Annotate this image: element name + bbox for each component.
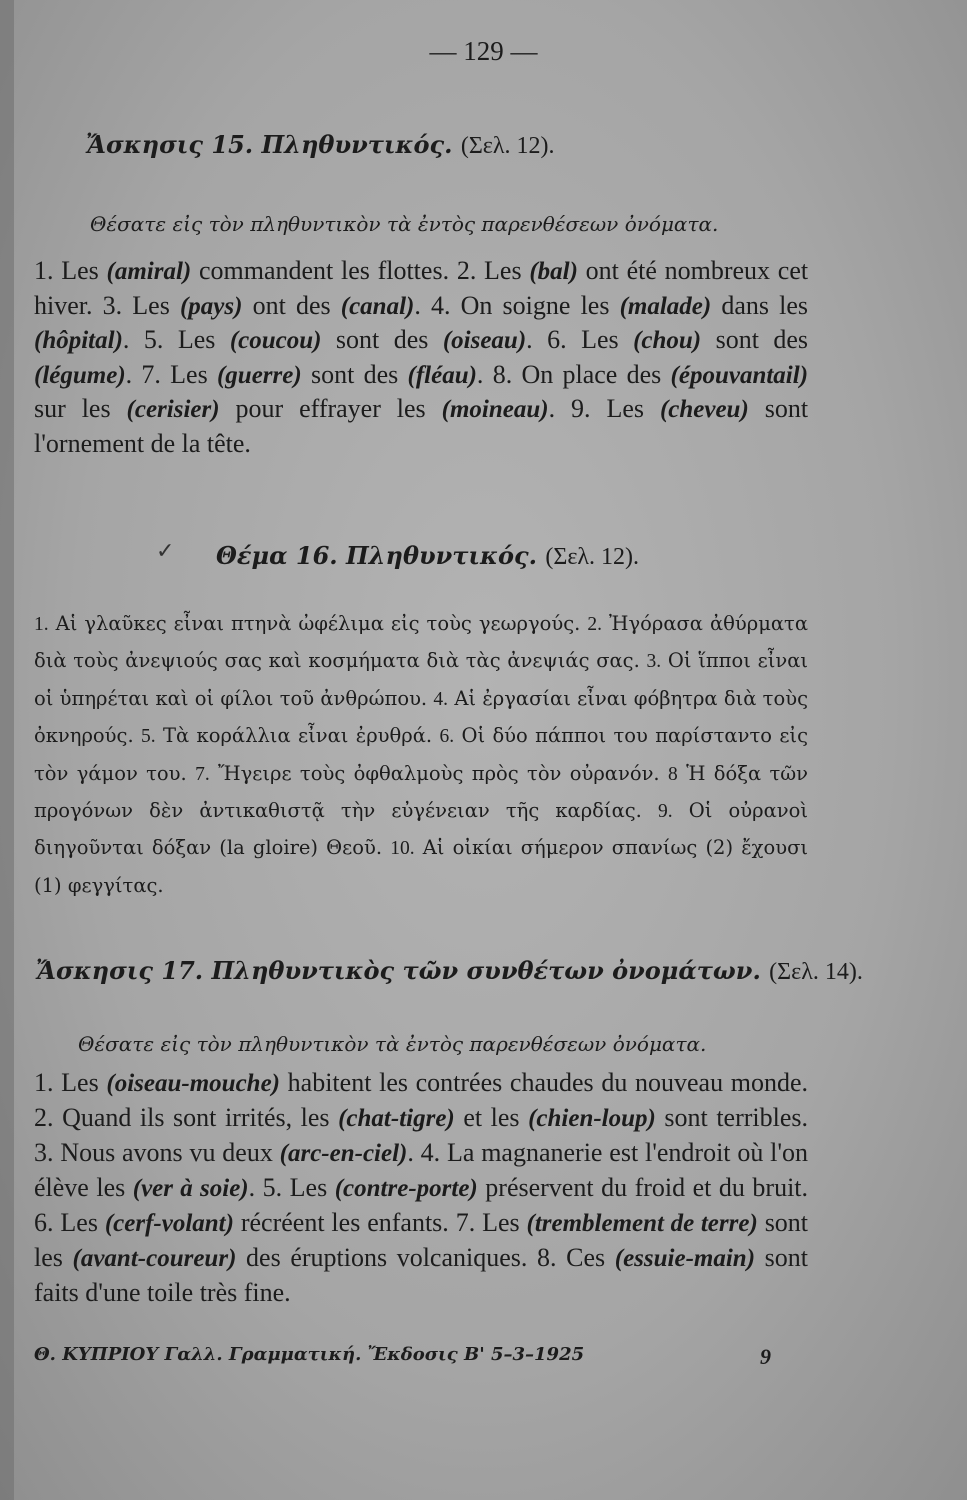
ex17-item-6: 6. Les (cerf-volant) récréent les enfants. — [34, 1208, 449, 1237]
ex17-item-5: 5. Les (contre-porte) préservent du froid et du bruit. — [262, 1173, 809, 1202]
ex16-sentence-3: 3. Οἱ ἵπποι εἶναι οἱ ὑπηρέται καὶ οἱ φίλοι τοῦ ἀνθρώπου. — [34, 649, 809, 710]
ex16-sentence-7: 7. Ἤγειρε τοὺς ὀφθαλμοὺς πρὸς τὸν οὐρανόν. — [195, 761, 660, 785]
footer-text: Θ. ΚΥΠΡΙΟΥ Γαλλ. Γραμματική. Ἔκδοσις Β' 5–3–1925 — [34, 1344, 585, 1365]
exercise-17-heading — [36, 956, 863, 986]
ex16-sentence-2: 2. Ἠγόρασα ἀθύρματα διὰ τοὺς ἀνεψιούς σας καὶ κοσμήματα διὰ τὰς ἀνεψιάς σας. — [34, 612, 808, 673]
theme-16-title: Θέμα 16. Πληθυντικός. — [216, 541, 537, 570]
ex15-item-5: 5. Les (coucou) sont des (oiseau). — [143, 325, 533, 355]
exercise-17-title: Ἄσκησις 17. Πληθυντικὸς τῶν συνθέτων ὀνομάτων. — [36, 956, 761, 985]
ex15-item-4: 4. On soigne les (malade) dans les (hôpital). — [34, 290, 809, 355]
ex17-item-7: 7. Les (tremblement de terre) sont les (avant-coureur) des éruptions volcaniques. — [34, 1208, 809, 1272]
ex15-item-3: 3. Les (pays) ont des (canal). — [102, 290, 421, 320]
ex17-item-1: 1. Les (oiseau-mouche) habitent les contrées chaudes du nouveau monde. — [34, 1068, 809, 1097]
ex17-item-8: 8. Ces (essuie-main) sont faits d'une toile très fine. — [34, 1243, 809, 1307]
exercise-17-ref: (Σελ. 14). — [769, 959, 863, 985]
exercise-15-title: Ἄσκησις 15. Πληθυντικός. — [86, 130, 453, 159]
ex16-sentence-9: 9. Οἱ οὐρανοὶ διηγοῦνται δόξαν (la gloire) Θεοῦ. — [34, 799, 808, 860]
ex15-item-6: 6. Les (chou) sont des (légume). — [34, 325, 809, 389]
ex16-sentence-10: 10. Αἱ οἰκίαι σήμερον σπανίως (2) ἔχουσι (1) φεγγίτας. — [34, 836, 809, 897]
ex15-item-2: 2. Les (bal) ont été nombreux cet hiver. — [34, 256, 809, 320]
ex17-item-3: 3. Nous avons vu deux (arc-en-ciel). — [34, 1138, 414, 1167]
exercise-15-text — [34, 254, 808, 461]
ex15-item-8: 8. On place des (épouvantail) sur les (cerisier) pour effrayer les (moineau). — [34, 359, 809, 424]
exercise-15-ref: (Σελ. 12). — [460, 133, 555, 159]
exercise-15-heading — [86, 130, 555, 160]
ex16-sentence-6: 6. Οἱ δύο πάπποι του παρίσταντο εἰς τὸν γάμον του. — [34, 724, 808, 785]
ex17-item-4: 4. La magnanerie est l'endroit où l'on élève les (ver à soie). — [34, 1138, 809, 1202]
page-number: — 129 — — [429, 36, 538, 66]
ex17-item-2: 2. Quand ils sont irrités, les (chat-tigre) et les (chien-loup) sont terribles. — [34, 1103, 809, 1132]
theme-16-heading — [216, 541, 639, 571]
ex16-sentence-4: 4. Αἱ ἐργασίαι εἶναι φόβητρα διὰ τοὺς ὀκνηρούς. — [34, 686, 808, 748]
check-mark: ✓ — [156, 538, 175, 563]
ex16-sentence-1: 1. Αἱ γλαῦκες εἶναι πτηνὰ ὠφέλιμα εἰς τοὺς γεωργούς. — [34, 612, 581, 635]
theme-16-text — [34, 606, 808, 904]
exercise-17-instruction: Θέσατε εἰς τὸν πληθυντικὸν τὰ ἐντὸς παρενθέσεων ὀνόματα. — [78, 1032, 707, 1056]
page-edge-shadow — [0, 0, 14, 1500]
theme-16-ref: (Σελ. 12). — [545, 544, 640, 570]
page-footer — [34, 1344, 774, 1369]
ex15-item-9: 9. Les (cheveu) sont l'ornement de la tête. — [34, 394, 809, 458]
ex15-item-7: 7. Les (guerre) sont des (fléau). — [141, 359, 484, 389]
exercise-17-text — [34, 1066, 808, 1310]
ex16-sentence-8: 8 Ἡ δόξα τῶν προγόνων δὲν ἀντικαθιστᾷ τὴν εὐγένειαν τῆς καρδίας. — [34, 761, 809, 823]
signature-mark: 9 — [760, 1344, 771, 1369]
ex15-item-1: 1. Les (amiral) commandent les flottes. — [34, 256, 450, 285]
ex16-sentence-5: 5. Τὰ κοράλλια εἶναι ἐρυθρά. — [141, 724, 433, 748]
exercise-15-instruction: Θέσατε εἰς τὸν πληθυντικὸν τὰ ἐντὸς παρενθέσεων ὀνόματα. — [90, 212, 719, 236]
